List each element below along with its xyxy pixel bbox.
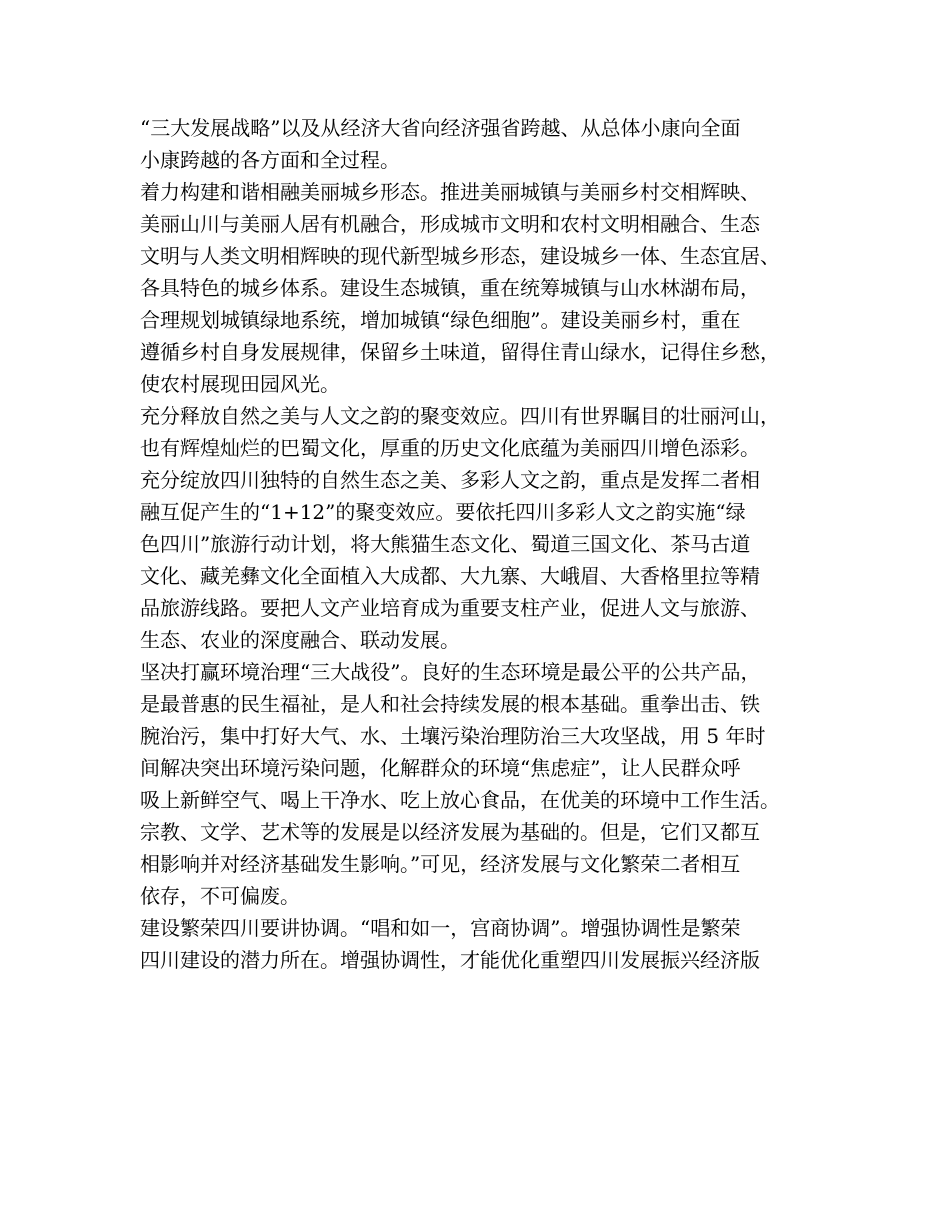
text-line: “三大发展战略”以及从经济大省向经济强省跨越、从总体小康向全面	[140, 116, 741, 140]
text-line: 美丽山川与美丽人居有机融合，形成城市文明和农村文明相融合、生态	[140, 212, 760, 236]
text-line: 遵循乡村自身发展规律，保留乡土味道，留得住青山绿水，记得住乡愁，	[140, 340, 780, 364]
text-line: 文化、藏羌彝文化全面植入大成都、大九寨、大峨眉、大香格里拉等精	[140, 564, 760, 588]
text-line: 相影响并对经济基础发生影响。”可见，经济发展与文化繁荣二者相互	[140, 852, 741, 876]
text-line: 吸上新鲜空气、喝上干净水、吃上放心食品，在优美的环境中工作生活。	[140, 788, 780, 812]
text-line: 融互促产生的“1+12”的聚变效应。要依托四川多彩人文之韵实施“绿	[140, 500, 746, 524]
text-line: 依存，不可偏废。	[140, 884, 300, 908]
paragraph-1	[140, 112, 830, 176]
text-line: 充分绽放四川独特的自然生态之美、多彩人文之韵，重点是发挥二者相	[140, 468, 760, 492]
paragraph-3	[140, 400, 830, 656]
text-line: 坚决打赢环境治理“三大战役”。良好的生态环境是最公平的公共产品，	[140, 660, 761, 684]
text-line: 文明与人类文明相辉映的现代新型城乡形态，建设城乡一体、生态宜居、	[140, 244, 780, 268]
text-line: 使农村展现田园风光。	[140, 372, 340, 396]
text-line: 宗教、文学、艺术等的发展是以经济发展为基础的。但是，它们又都互	[140, 820, 760, 844]
paragraph-2	[140, 176, 830, 400]
text-line: 腕治污，集中打好大气、水、土壤污染治理防治三大攻坚战，用 5 年时	[140, 724, 766, 748]
text-line: 着力构建和谐相融美丽城乡形态。推进美丽城镇与美丽乡村交相辉映、	[140, 180, 760, 204]
text-line: 也有辉煌灿烂的巴蜀文化，厚重的历史文化底蕴为美丽四川增色添彩。	[140, 436, 760, 460]
text-line: 是最普惠的民生福祉，是人和社会持续发展的根本基础。重拳出击、铁	[140, 692, 760, 716]
text-line: 各具特色的城乡体系。建设生态城镇，重在统筹城镇与山水林湖布局，	[140, 276, 760, 300]
paragraph-5	[140, 912, 830, 976]
paragraph-4	[140, 656, 830, 912]
text-line: 充分释放自然之美与人文之韵的聚变效应。四川有世界瞩目的壮丽河山，	[140, 404, 780, 428]
text-line: 间解决突出环境污染问题，化解群众的环境“焦虑症”，让人民群众呼	[140, 756, 741, 780]
text-line: 合理规划城镇绿地系统，增加城镇“绿色细胞”。建设美丽乡村，重在	[140, 308, 741, 332]
text-line: 小康跨越的各方面和全过程。	[140, 148, 400, 172]
document-page	[140, 112, 830, 976]
text-line: 建设繁荣四川要讲协调。“唱和如一，宫商协调”。增强协调性是繁荣	[140, 916, 741, 940]
text-line: 品旅游线路。要把人文产业培育成为重要支柱产业，促进人文与旅游、	[140, 596, 760, 620]
text-line: 生态、农业的深度融合、联动发展。	[140, 628, 460, 652]
text-line: 四川建设的潜力所在。增强协调性，才能优化重塑四川发展振兴经济版	[140, 948, 760, 972]
text-line: 色四川”旅游行动计划，将大熊猫生态文化、蜀道三国文化、茶马古道	[140, 532, 751, 556]
